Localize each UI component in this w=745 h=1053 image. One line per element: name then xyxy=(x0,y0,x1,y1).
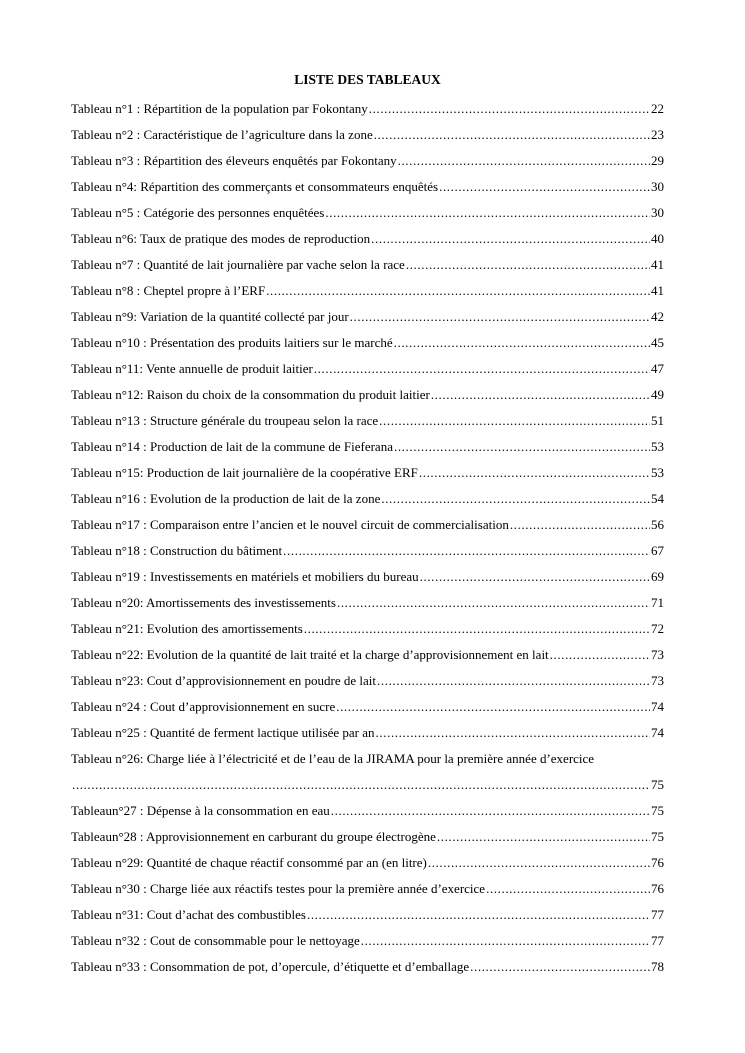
list-item[interactable] xyxy=(71,616,664,642)
list-item[interactable] xyxy=(71,460,664,486)
dot-leader xyxy=(419,460,650,486)
dot-leader xyxy=(394,434,650,460)
page-number: 45 xyxy=(651,335,664,350)
list-item[interactable] xyxy=(71,512,664,538)
dot-leader xyxy=(331,798,650,824)
page-number: 75 xyxy=(651,829,664,844)
dot-leader xyxy=(337,590,650,616)
list-item-label: Tableau n°11: Vente annuelle de produit laitier xyxy=(71,361,313,376)
dot-leader xyxy=(381,486,650,512)
list-item[interactable] xyxy=(71,278,664,304)
list-item[interactable] xyxy=(71,694,664,720)
page-number: 54 xyxy=(651,491,664,506)
list-item-label: Tableau n°10 : Présentation des produits laitiers sur le marché xyxy=(71,335,393,350)
dot-leader xyxy=(439,174,650,200)
dot-leader xyxy=(379,408,650,434)
page-number: 73 xyxy=(651,647,664,662)
list-item-label: Tableau n°18 : Construction du bâtiment xyxy=(71,543,283,558)
dot-leader xyxy=(304,616,650,642)
page-number: 77 xyxy=(651,907,664,922)
list-item[interactable] xyxy=(71,876,664,902)
list-item-label: Tableau n°13 : Structure générale du troupeau selon la race xyxy=(71,413,379,428)
dot-leader xyxy=(266,278,650,304)
list-item-label: Tableau n°6: Taux de pratique des modes de reproduction xyxy=(71,231,371,246)
list-item-label: Tableau n°21: Evolution des amortissements xyxy=(71,621,303,636)
list-item-label: Tableau n°32 : Cout de consommable pour le nettoyage xyxy=(71,933,360,948)
list-item-label: Tableau n°16 : Evolution de la production de lait de la zone xyxy=(71,491,381,506)
list-item-label: Tableau n°24 : Cout d’approvisionnement en sucre xyxy=(71,699,336,714)
dot-leader xyxy=(350,304,650,330)
list-item[interactable] xyxy=(71,746,664,772)
list-item[interactable] xyxy=(71,798,664,824)
page-number: 51 xyxy=(651,413,664,428)
list-item[interactable] xyxy=(71,434,664,460)
dot-leader xyxy=(376,720,650,746)
dot-leader xyxy=(374,122,650,148)
list-item-label: Tableau n°22: Evolution de la quantité de lait traité et la charge d’approvisionnement en lait xyxy=(71,647,549,662)
list-item[interactable] xyxy=(71,96,664,122)
page-number: 74 xyxy=(651,725,664,740)
list-item-label: Tableau n°7 : Quantité de lait journalière par vache selon la race xyxy=(71,257,405,272)
list-item-label: Tableau n°31: Cout d’achat des combustibles xyxy=(71,907,306,922)
page-number: 78 xyxy=(651,959,664,974)
page-title: LISTE DES TABLEAUX xyxy=(294,72,441,87)
dot-leader xyxy=(371,226,650,252)
dot-leader xyxy=(394,330,650,356)
list-item-label: Tableaun°27 : Dépense à la consommation en eau xyxy=(71,803,330,818)
list-item[interactable] xyxy=(71,252,664,278)
list-item[interactable] xyxy=(71,356,664,382)
page-number: 75 xyxy=(651,803,664,818)
dot-leader xyxy=(314,356,650,382)
list-item[interactable] xyxy=(71,200,664,226)
dot-leader xyxy=(550,642,650,668)
page-number: 42 xyxy=(651,309,664,324)
dot-leader xyxy=(470,954,650,980)
page-number: 73 xyxy=(651,673,664,688)
list-item-label: Tableau n°2 : Caractéristique de l’agriculture dans la zone xyxy=(71,127,373,142)
dot-leader xyxy=(336,694,650,720)
page-number: 67 xyxy=(651,543,664,558)
list-item[interactable] xyxy=(71,330,664,356)
dot-leader xyxy=(428,850,650,876)
page-number: 23 xyxy=(651,127,664,142)
list-item-label: Tableau n°12: Raison du choix de la consommation du produit laitier xyxy=(71,387,430,402)
dot-leader xyxy=(398,148,650,174)
dot-leader xyxy=(369,96,650,122)
list-item[interactable] xyxy=(71,590,664,616)
page-number: 49 xyxy=(651,387,664,402)
list-item[interactable] xyxy=(71,408,664,434)
list-item[interactable] xyxy=(71,226,664,252)
list-item[interactable] xyxy=(71,668,664,694)
list-item[interactable] xyxy=(71,538,664,564)
document-page xyxy=(71,70,664,980)
list-item-label: Tableau n°9: Variation de la quantité collecté par jour xyxy=(71,309,349,324)
list-item[interactable] xyxy=(71,174,664,200)
list-item-label: Tableau n°8 : Cheptel propre à l’ERF xyxy=(71,283,266,298)
list-item[interactable] xyxy=(71,824,664,850)
dot-leader xyxy=(72,772,650,798)
list-item-label: Tableau n°23: Cout d’approvisionnement en poudre de lait xyxy=(71,673,377,688)
list-item[interactable] xyxy=(71,954,664,980)
dot-leader xyxy=(377,668,650,694)
list-item-label: Tableau n°20: Amortissements des investissements xyxy=(71,595,336,610)
list-item-label: Tableau n°4: Répartition des commerçants et consommateurs enquêtés xyxy=(71,179,439,194)
list-item[interactable] xyxy=(71,148,664,174)
list-item[interactable] xyxy=(71,850,664,876)
dot-leader xyxy=(510,512,650,538)
list-item-label: Tableau n°29: Quantité de chaque réactif consommé par an (en litre) xyxy=(71,855,427,870)
dot-leader xyxy=(361,928,650,954)
list-item[interactable] xyxy=(71,122,664,148)
dot-leader xyxy=(486,876,650,902)
list-item-label: Tableau n°33 : Consommation de pot, d’opercule, d’étiquette et d’emballage xyxy=(71,959,470,974)
page-number: 53 xyxy=(651,465,664,480)
list-item-label: Tableau n°17 : Comparaison entre l’ancien et le nouvel circuit de commercialisation xyxy=(71,517,509,532)
dot-leader xyxy=(307,902,650,928)
list-item[interactable] xyxy=(71,720,664,746)
page-number: 76 xyxy=(651,881,664,896)
page-number: 77 xyxy=(651,933,664,948)
list-item-continuation[interactable] xyxy=(71,772,664,798)
page-number: 22 xyxy=(651,101,664,116)
page-number: 47 xyxy=(651,361,664,376)
list-item-label: Tableau n°30 : Charge liée aux réactifs testes pour la première année d’exercice xyxy=(71,881,486,896)
list-item[interactable] xyxy=(71,902,664,928)
list-item-label: Tableau n°15: Production de lait journalière de la coopérative ERF xyxy=(71,465,418,480)
page-number: 53 xyxy=(651,439,664,454)
page-number: 41 xyxy=(651,257,664,272)
list-item[interactable] xyxy=(71,564,664,590)
list-item-label: Tableau n°25 : Quantité de ferment lactique utilisée par an xyxy=(71,725,375,740)
page-number: 69 xyxy=(651,569,664,584)
list-item-label: Tableau n°1 : Répartition de la population par Fokontany xyxy=(71,101,368,116)
dot-leader xyxy=(325,200,650,226)
list-item[interactable] xyxy=(71,928,664,954)
list-item-label: Tableau n°3 : Répartition des éleveurs enquêtés par Fokontany xyxy=(71,153,397,168)
list-item-label: Tableaun°28 : Approvisionnement en carburant du groupe électrogène xyxy=(71,829,436,844)
page-number: 71 xyxy=(651,595,664,610)
page-number: 40 xyxy=(651,231,664,246)
page-number: 76 xyxy=(651,855,664,870)
dot-leader xyxy=(437,824,650,850)
list-item[interactable] xyxy=(71,382,664,408)
list-item-label: Tableau n°26: Charge liée à l’électricité et de l’eau de la JIRAMA pour la première année d’exercice xyxy=(71,751,595,766)
page-number: 41 xyxy=(651,283,664,298)
dot-leader xyxy=(431,382,650,408)
list-item-label: Tableau n°14 : Production de lait de la commune de Fieferana xyxy=(71,439,393,454)
page-number: 75 xyxy=(651,777,664,792)
list-item-label: Tableau n°5 : Catégorie des personnes enquêtées xyxy=(71,205,325,220)
page-number: 56 xyxy=(651,517,664,532)
dot-leader xyxy=(420,564,650,590)
table-list xyxy=(71,96,664,980)
list-item-label: Tableau n°19 : Investissements en matériels et mobiliers du bureau xyxy=(71,569,419,584)
dot-leader xyxy=(406,252,650,278)
list-item[interactable] xyxy=(71,642,664,668)
dot-leader xyxy=(283,538,650,564)
list-item[interactable] xyxy=(71,486,664,512)
list-item[interactable] xyxy=(71,304,664,330)
page-number: 30 xyxy=(651,179,664,194)
page-number: 29 xyxy=(651,153,664,168)
page-number: 74 xyxy=(651,699,664,714)
page-number: 72 xyxy=(651,621,664,636)
page-number: 30 xyxy=(651,205,664,220)
